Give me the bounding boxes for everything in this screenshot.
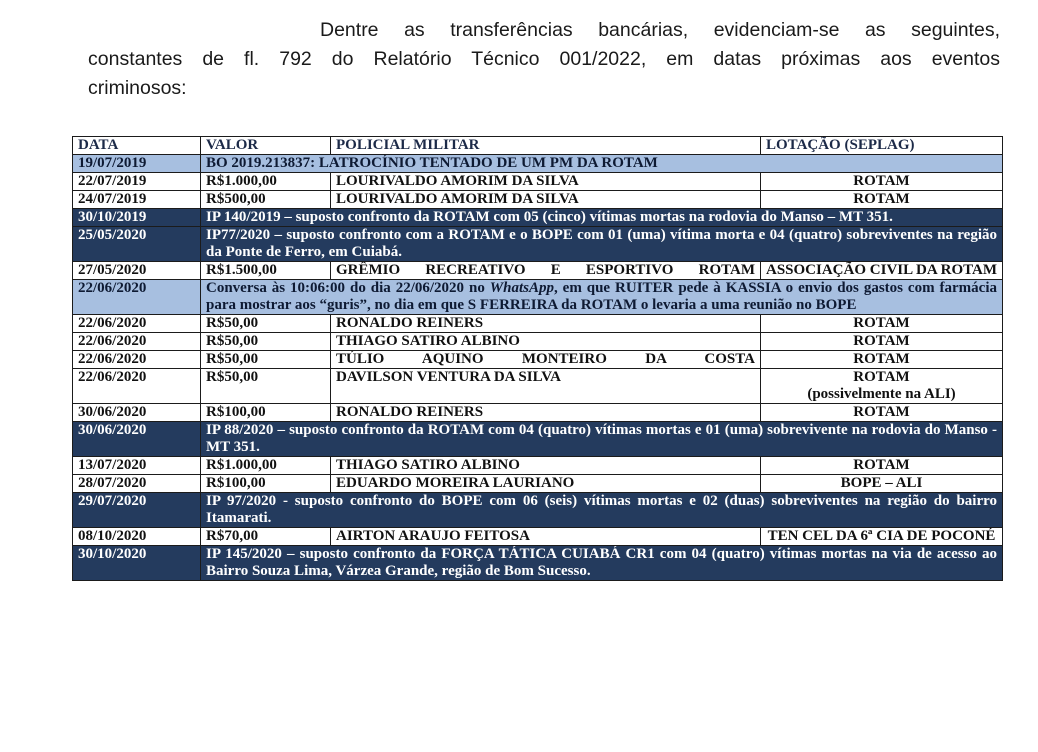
row-officer: THIAGO SATIRO ALBINO (331, 333, 761, 351)
row-value: R$50,00 (201, 315, 331, 333)
intro-line-3: criminosos: (88, 77, 187, 99)
table-header-row (73, 137, 1003, 155)
table-row (73, 227, 1003, 262)
row-officer: RONALDO REINERS (331, 404, 761, 422)
row-date: 27/05/2020 (73, 262, 201, 280)
table-row (73, 404, 1003, 422)
row-date: 22/06/2020 (73, 351, 201, 369)
table-row (73, 546, 1003, 581)
row-value: R$70,00 (201, 528, 331, 546)
unit-note: (possivelmente na ALI) (807, 386, 956, 402)
table-row (73, 351, 1003, 369)
row-value: R$50,00 (201, 369, 331, 404)
row-value: R$100,00 (201, 404, 331, 422)
intro-line-2: constantes de fl. 792 do Relatório Técnico 001/2022, em datas próximas aos eventos (88, 48, 1000, 70)
row-officer: GRÊMIO RECREATIVO E ESPORTIVO ROTAM (331, 262, 761, 280)
unit-name: ROTAM (853, 369, 910, 385)
table-row (73, 315, 1003, 333)
row-date: 22/06/2020 (73, 333, 201, 351)
row-unit: ROTAM (761, 351, 1003, 369)
row-unit: ROTAM (761, 173, 1003, 191)
row-unit: BOPE – ALI (761, 475, 1003, 493)
row-officer: LOURIVALDO AMORIM DA SILVA (331, 191, 761, 209)
table-row (73, 209, 1003, 227)
table-row (73, 262, 1003, 280)
row-unit: ROTAM (761, 315, 1003, 333)
table-row (73, 457, 1003, 475)
row-event: IP 88/2020 – suposto confronto da ROTAM com 04 (quatro) vítimas mortas e 01 (uma) sobrevivente na rodovia do Manso -MT 351. (201, 422, 1003, 457)
row-date: 22/06/2020 (73, 369, 201, 404)
row-unit: ROTAM (761, 404, 1003, 422)
row-officer: LOURIVALDO AMORIM DA SILVA (331, 173, 761, 191)
table-row (73, 493, 1003, 528)
row-date: 22/07/2019 (73, 173, 201, 191)
row-officer: AIRTON ARAUJO FEITOSA (331, 528, 761, 546)
row-date: 29/07/2020 (73, 493, 201, 528)
header-value: VALOR (201, 137, 331, 155)
row-value: R$1.500,00 (201, 262, 331, 280)
row-date: 08/10/2020 (73, 528, 201, 546)
event-text-app: WhatsApp (489, 280, 554, 296)
intro-line-1: Dentre as transferências bancárias, evidenciam-se as seguintes, (320, 19, 1000, 41)
table-row (73, 333, 1003, 351)
row-unit: ROTAM (761, 333, 1003, 351)
table-row (73, 280, 1003, 315)
row-unit: ROTAM (761, 191, 1003, 209)
row-officer: THIAGO SATIRO ALBINO (331, 457, 761, 475)
table-row (73, 528, 1003, 546)
table-row (73, 173, 1003, 191)
row-event: IP 140/2019 – suposto confronto da ROTAM com 05 (cinco) vítimas mortas na rodovia do Manso – MT 351. (201, 209, 1003, 227)
row-event: IP 97/2020 - suposto confronto do BOPE com 06 (seis) vítimas mortas e 02 (duas) sobreviventes na região do bairro Itamarati. (201, 493, 1003, 528)
row-event: IP 145/2020 – suposto confronto da FORÇA TÁTICA CUIABÁ CR1 com 04 (quatro) vítimas mortas na via de acesso ao Bairro Souza Lima, Várzea Grande, região de Bom Sucesso. (201, 546, 1003, 581)
row-event (201, 280, 1003, 315)
row-date: 19/07/2019 (73, 155, 201, 173)
row-officer: DAVILSON VENTURA DA SILVA (331, 369, 761, 404)
header-officer: POLICIAL MILITAR (331, 137, 761, 155)
header-date: DATA (73, 137, 201, 155)
row-value: R$1.000,00 (201, 457, 331, 475)
row-date: 13/07/2020 (73, 457, 201, 475)
row-date: 25/05/2020 (73, 227, 201, 262)
row-event: IP77/2020 – suposto confronto com a ROTAM e o BOPE com 01 (uma) vítima morta e 04 (quatro) sobreviventes na região da Ponte de Ferro, em Cuiabá. (201, 227, 1003, 262)
row-value: R$500,00 (201, 191, 331, 209)
table-row (73, 191, 1003, 209)
row-date: 24/07/2019 (73, 191, 201, 209)
event-text-end: , em que RUITER pede à KASSIA o envio dos gastos com farmácia para mostrar aos “guris”, no dia em que S FERREIRA da ROTAM o levaria a uma reunião no BOPE (206, 280, 997, 313)
row-event: BO 2019.213837: LATROCÍNIO TENTADO DE UM PM DA ROTAM (201, 155, 1003, 173)
row-date: 30/10/2019 (73, 209, 201, 227)
row-date: 30/10/2020 (73, 546, 201, 581)
table-row (73, 422, 1003, 457)
row-unit: ROTAM (761, 457, 1003, 475)
header-unit: LOTAÇÃO (SEPLAG) (761, 137, 1003, 155)
row-unit (761, 369, 1003, 404)
row-unit: ASSOCIAÇÃO CIVIL DA ROTAM (761, 262, 1003, 280)
row-officer: EDUARDO MOREIRA LAURIANO (331, 475, 761, 493)
table-row (73, 369, 1003, 404)
row-value: R$50,00 (201, 351, 331, 369)
row-officer: RONALDO REINERS (331, 315, 761, 333)
row-value: R$1.000,00 (201, 173, 331, 191)
row-date: 22/06/2020 (73, 315, 201, 333)
row-date: 22/06/2020 (73, 280, 201, 315)
table-row (73, 475, 1003, 493)
intro-paragraph (88, 16, 1000, 103)
row-value: R$100,00 (201, 475, 331, 493)
table-row (73, 155, 1003, 173)
row-unit: TEN CEL DA 6ª CIA DE POCONÉ (761, 528, 1003, 546)
row-date: 30/06/2020 (73, 422, 201, 457)
row-date: 28/07/2020 (73, 475, 201, 493)
transfers-table (72, 136, 1003, 581)
row-officer: TÚLIO AQUINO MONTEIRO DA COSTA (331, 351, 761, 369)
row-value: R$50,00 (201, 333, 331, 351)
event-text-start: Conversa às 10:06:00 do dia 22/06/2020 no (206, 280, 490, 296)
row-date: 30/06/2020 (73, 404, 201, 422)
